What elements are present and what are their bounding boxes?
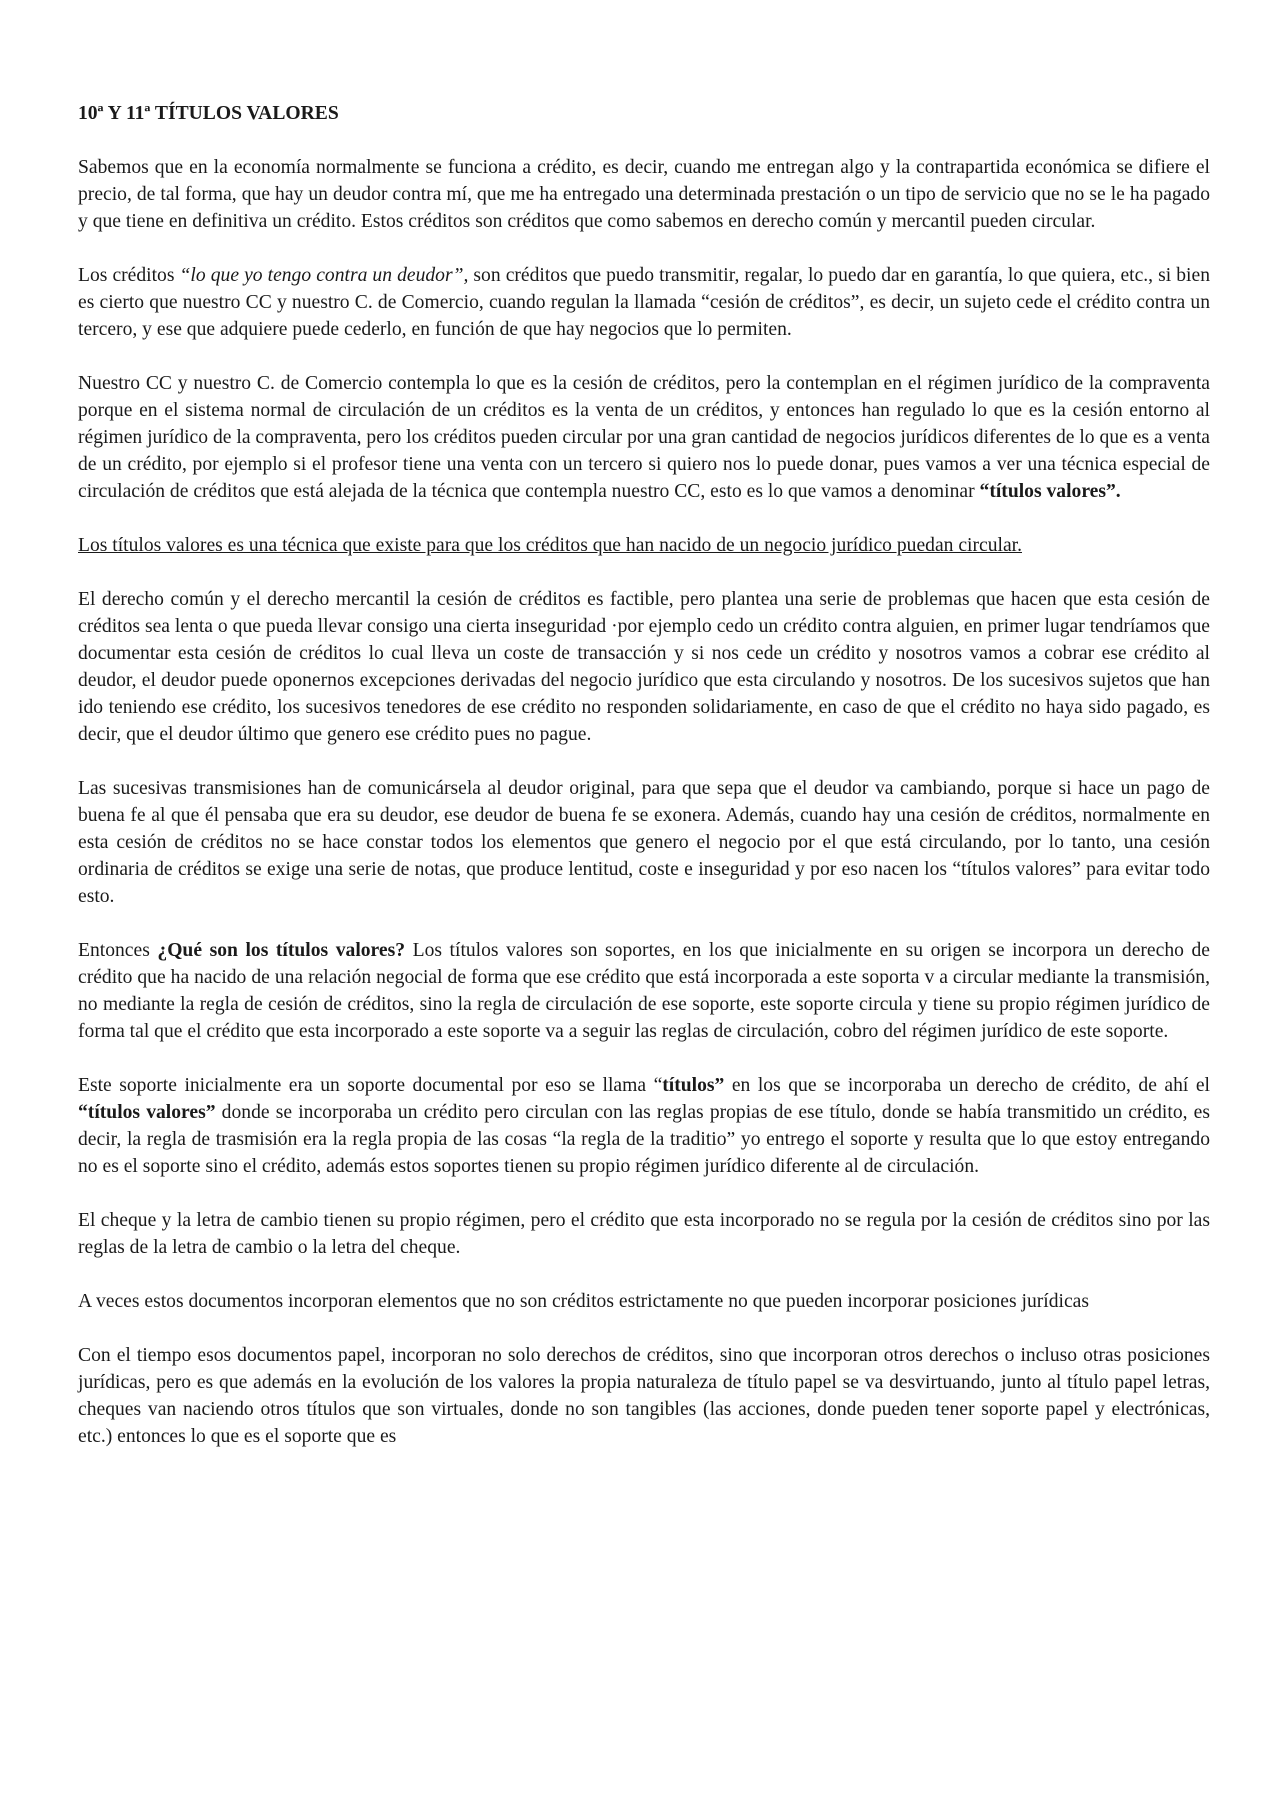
paragraph-3 — [78, 370, 1210, 505]
paragraph-5: El derecho común y el derecho mercantil la cesión de créditos es factible, pero plantea una serie de problemas que hacen que esta cesión de créditos sea lenta o que pueda llevar consigo una cierta inseguridad ·por ejemplo cedo un crédito contra alguien, en primer lugar tendríamos que documentar esta cesión de créditos lo cual lleva un coste de transacción y si nos cede un crédito y nosotros vamos a cobrar ese crédito al deudor, el deudor puede oponernos excepciones derivadas del negocio jurídico que esta circulando y nosotros. De los sucesivos sujetos que han ido teniendo ese crédito, los sucesivos tenedores de ese crédito no responden solidariamente, en caso de que el crédito no haya sido pagado, es decir, que el deudor último que genero ese crédito pues no pague. — [78, 589, 1210, 745]
paragraph-2-text-c: son créditos que puedo transmitir, regalar, lo puedo dar en garantía, lo que quiera, etc., si bien es cierto que nuestro CC y nuestro C. de Comercio, cuando regulan la llamada “cesión de créditos”, es decir, un sujeto cede el crédito contra un tercero, y ese que adquiere puede cederlo, en función de que hay negocios que lo permiten. — [78, 265, 1210, 340]
paragraph-11: Con el tiempo esos documentos papel, incorporan no solo derechos de créditos, sino que incorporan otros derechos o incluso otras posiciones jurídicas, pero es que además en la evolución de los valores la propia naturaleza de título papel se va desvirtuando, junto al título papel letras, cheques van naciendo otros títulos que son virtuales, donde no son tangibles (las acciones, donde pueden tener soporte papel y electrónicas, etc.) entonces lo que es el soporte que es — [78, 1345, 1210, 1447]
paragraph-9: El cheque y la letra de cambio tienen su propio régimen, pero el crédito que esta incorporado no se regula por la cesión de créditos sino por las reglas de la letra de cambio o la letra del cheque. — [78, 1210, 1210, 1258]
paragraph-8-text-e: donde se incorporaba un crédito pero circulan con las reglas propias de ese título, donde se había transmitido un crédito, es decir, la regla de trasmisión era la regla propia de las cosas “la regla de la traditio” yo entrego el soporte y resulta que lo que estoy entregando no es el soporte sino el crédito, además estos soportes tienen su propio régimen jurídico diferente al de circulación. — [78, 1102, 1210, 1177]
paragraph-8-text-c: en los que se incorporaba un derecho de crédito, de ahí el — [724, 1075, 1210, 1096]
paragraph-2-text-a: Los créditos — [78, 265, 180, 286]
paragraph-7-text-a: Entonces — [78, 940, 158, 961]
paragraph-2 — [78, 262, 1210, 343]
paragraph-1: Sabemos que en la economía normalmente se funciona a crédito, es decir, cuando me entregan algo y la contrapartida económica se difiere el precio, de tal forma, que hay un deudor contra mí, que me ha entregado una determinada prestación o un tipo de servicio que no se le ha pagado y que tiene en definitiva un crédito. Estos créditos son créditos que como sabemos en derecho común y mercantil pueden circular. — [78, 157, 1210, 232]
paragraph-7-text-c: Los títulos valores son soportes, en los que inicialmente en su origen se incorpora un derecho de crédito que ha nacido de una relación negocial de forma que ese crédito que está incorporada a este soporta v a circular mediante la transmisión, no mediante la regla de cesión de créditos, sino la regla de circulación de ese soporte, este soporte circula y tiene su propio régimen jurídico de forma tal que el crédito que esta incorporado a este soporte va a seguir las reglas de circulación, cobro del régimen jurídico de este soporte. — [78, 940, 1210, 1042]
paragraph-3-text-a: Nuestro CC y nuestro C. de Comercio contempla lo que es la cesión de créditos, pero la contemplan en el régimen jurídico de la compraventa porque en el sistema normal de circulación de un créditos es la venta de un créditos, y entonces han regulado lo que es la cesión entorno al régimen jurídico de la compraventa, pero los créditos pueden circular por una gran cantidad de negocios jurídicos diferentes de lo que es a venta de un crédito, por ejemplo si el profesor tiene una venta con un tercero si quiero nos lo puede donar, pues vamos a ver una técnica especial de circulación de créditos que está alejada de la técnica que contempla nuestro CC, esto es lo que vamos a denominar — [78, 373, 1210, 502]
paragraph-10: A veces estos documentos incorporan elementos que no son créditos estrictamente no que pueden incorporar posiciones jurídicas — [78, 1291, 1089, 1312]
paragraph-4-underlined: Los títulos valores es una técnica que existe para que los créditos que han nacido de un negocio jurídico puedan circular. — [78, 535, 1022, 556]
paragraph-2-italic-quote: “lo que yo tengo contra un deudor”, — [179, 265, 469, 286]
document-title: 10ª Y 11ª TÍTULOS VALORES — [78, 103, 339, 124]
paragraph-3-bold-term: “títulos valores”. — [979, 481, 1121, 502]
paragraph-8-bold-titulos-valores: “títulos valores” — [78, 1102, 216, 1123]
paragraph-8 — [78, 1072, 1210, 1180]
paragraph-7 — [78, 937, 1210, 1045]
paragraph-8-text-a: Este soporte inicialmente era un soporte documental por eso se llama “ — [78, 1075, 663, 1096]
paragraph-7-bold-question: ¿Qué son los títulos valores? — [157, 940, 406, 961]
paragraph-8-bold-titulos: títulos” — [662, 1075, 725, 1096]
paragraph-6: Las sucesivas transmisiones han de comunicársela al deudor original, para que sepa que el deudor va cambiando, porque si hace un pago de buena fe al que él pensaba que era su deudor, ese deudor de buena fe se exonera. Además, cuando hay una cesión de créditos, normalmente en esta cesión de créditos no se hace constar todos los elementos que genero el negocio por el que está circulando, por lo tanto, una cesión ordinaria de créditos se exige una serie de notas, que produce lentitud, coste e inseguridad y por eso nacen los “títulos valores” para evitar todo esto. — [78, 778, 1210, 907]
document-body — [78, 100, 1210, 1477]
